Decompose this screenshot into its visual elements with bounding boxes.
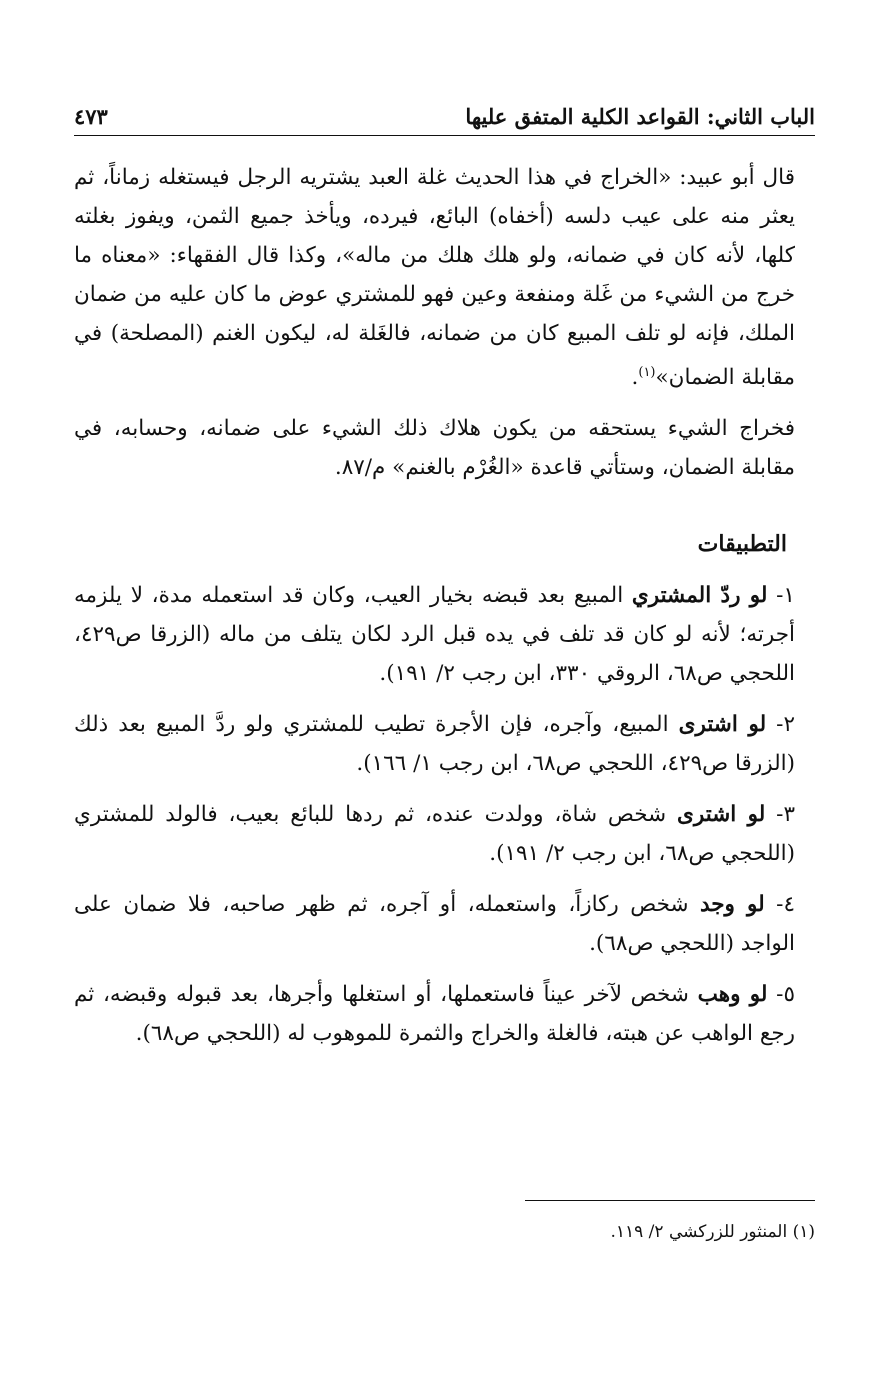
item-text: شخص لآخر عيناً فاستعملها، أو استغلها وأجرها، بعد قبوله وقبضه، ثم رجع الواهب عن هبته، فالغلة والخراج والثمرة للموهوب له (اللحجي ص٦٨). [74, 982, 795, 1047]
item-lead: لو اشترى [677, 802, 766, 828]
paragraph-1 [74, 158, 815, 397]
paragraph-1-end: . [631, 365, 639, 391]
item-text: المبيع، وآجره، فإن الأجرة تطيب للمشتري ولو ردَّ المبيع بعد ذلك (الزرقا ص٤٢٩، اللحجي ص٦٨، ابن رجب ١/ ١٦٦). [74, 712, 795, 777]
footnote-reference: (١) [638, 365, 656, 380]
item-text: شخص شاة، وولدت عنده، ثم ردها للبائع بعيب، فالولد للمشتري (اللحجي ص٦٨، ابن رجب ٢/ ١٩١). [74, 802, 795, 867]
application-item [74, 885, 815, 963]
item-number: ١- [767, 583, 795, 609]
footnote: (١) المنثور للزركشي ٢/ ١١٩. [610, 1222, 815, 1242]
application-item [74, 975, 815, 1053]
item-lead: لو وهب [697, 982, 768, 1008]
application-item [74, 576, 815, 693]
item-number: ٥- [767, 982, 795, 1008]
item-text: شخص ركازاً، واستعمله، أو آجره، ثم ظهر صاحبه، فلا ضمان على الواجد (اللحجي ص٦٨). [74, 892, 795, 957]
application-item [74, 795, 815, 873]
item-number: ٣- [765, 802, 796, 828]
application-item [74, 705, 815, 783]
section-heading: التطبيقات [697, 531, 787, 558]
item-lead: لو وجد [699, 892, 765, 918]
footnote-divider [525, 1200, 815, 1201]
item-number: ٢- [766, 712, 796, 738]
item-number: ٤- [764, 892, 795, 918]
page-number: ٤٧٣ [74, 104, 108, 129]
paragraph-2: فخراج الشيء يستحقه من يكون هلاك ذلك الشيء على ضمانه، وحسابه، في مقابلة الضمان، وستأتي قاعدة «الغُرْم بالغنم» م/٨٧. [74, 416, 795, 481]
running-header [74, 96, 815, 136]
paragraph-1-text: قال أبو عبيد: «الخراج في هذا الحديث غلة العبد يشتريه الرجل فيستغله زماناً، ثم يعثر منه على عيب دلسه (أخفاه) البائع، فيرده، ويأخذ جميع الثمن، ويفوز بغلته كلها، لأنه كان في ضمانه، ولو هلك هلك من ماله»، وكذا قال الفقهاء: «معناه ما خرج من الشيء من غَلة ومنفعة وعين فهو للمشتري عوض ما كان عليه من ضمان الملك، فإنه لو تلف المبيع كان من ضمانه، فالغَلة له، ليكون الغنم (المصلحة) في مقابلة الضمان» [74, 165, 795, 391]
item-lead: لو اشترى [678, 712, 767, 738]
main-text [74, 158, 815, 1053]
chapter-title: الباب الثاني: القواعد الكلية المتفق عليها [465, 104, 815, 129]
item-lead: لو ردّ المشتري [631, 583, 768, 609]
item-text: المبيع بعد قبضه بخيار العيب، وكان قد استعمله مدة، لا يلزمه أجرته؛ لأنه لو كان قد تلف في يده قبل الرد لكان يتلف من ماله (الزرقا ص٤٢٩، اللحجي ص٦٨، الروقي ٣٣٠، ابن رجب ٢/ ١٩١). [74, 583, 795, 687]
